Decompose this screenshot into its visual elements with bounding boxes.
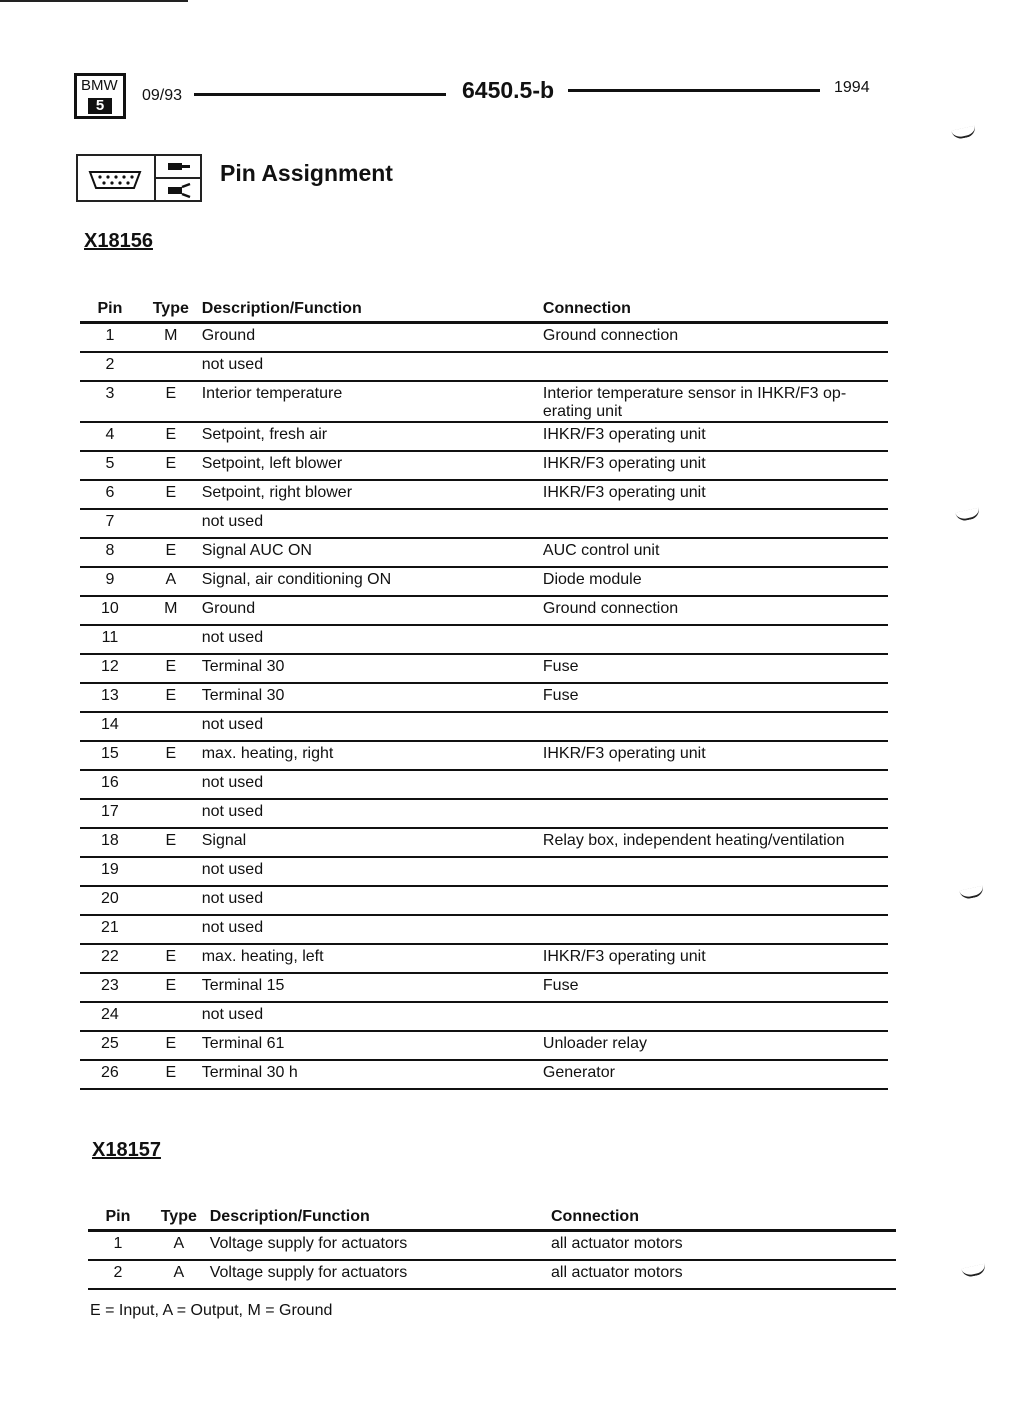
type-cell xyxy=(140,1002,202,1031)
connector-id-x18156: X18156 xyxy=(84,230,153,252)
document-header xyxy=(74,73,884,125)
table-row xyxy=(80,741,888,770)
connection-cell: Fuse xyxy=(542,686,579,704)
connection-cell: Relay box, independent heating/ventilation xyxy=(542,831,845,849)
description-cell: Interior temperature xyxy=(201,384,343,402)
type-cell xyxy=(140,799,202,828)
connector-plug-icon xyxy=(78,156,156,200)
connection-cell xyxy=(543,509,888,538)
description-cell: Setpoint, right blower xyxy=(201,483,353,501)
pin-cell: 2 xyxy=(105,355,115,373)
description-cell: not used xyxy=(201,715,264,733)
description-cell: Voltage supply for actuators xyxy=(209,1235,408,1252)
type-cell: A xyxy=(173,1235,185,1252)
description-cell: not used xyxy=(201,773,264,791)
table-row xyxy=(80,352,888,381)
description-cell: Signal, air conditioning ON xyxy=(201,570,392,588)
type-cell: E xyxy=(165,657,177,675)
type-cell xyxy=(140,886,202,915)
column-header-type: Type xyxy=(160,1208,197,1225)
pin-cell: 15 xyxy=(101,744,119,762)
table-row xyxy=(80,422,888,451)
table-row xyxy=(80,1060,888,1089)
pin-cell: 13 xyxy=(101,686,119,704)
type-cell: E xyxy=(165,1034,177,1052)
connector-symbol-icon xyxy=(76,154,202,202)
logo-series: 5 xyxy=(88,98,112,114)
logo-text: BMW xyxy=(81,77,118,94)
description-cell: Ground xyxy=(201,327,256,344)
connection-cell: Ground connection xyxy=(542,599,679,617)
pin-cell: 23 xyxy=(101,976,119,994)
type-cell: M xyxy=(164,599,178,617)
connection-cell xyxy=(543,915,888,944)
description-cell: max. heating, left xyxy=(201,947,324,965)
description-cell: not used xyxy=(201,860,264,878)
pin-cell: 17 xyxy=(101,802,119,820)
pin-cell: 9 xyxy=(105,570,115,588)
bmw-logo xyxy=(74,73,126,119)
column-header-connection: Connection xyxy=(550,1208,639,1225)
description-cell: Terminal 30 h xyxy=(201,1063,298,1081)
table-row xyxy=(80,857,888,886)
pin-cell: 11 xyxy=(101,628,119,646)
column-header-connection: Connection xyxy=(542,300,631,317)
table-row xyxy=(80,683,888,712)
pin-cell: 26 xyxy=(101,1063,119,1081)
connection-cell xyxy=(543,886,888,915)
description-cell: Terminal 30 xyxy=(201,657,285,675)
connection-cell: Unloader relay xyxy=(542,1034,647,1052)
binder-mark xyxy=(959,886,985,901)
pin-cell: 19 xyxy=(101,860,119,878)
pin-table-x18157 xyxy=(88,1198,896,1290)
table-row xyxy=(80,567,888,596)
description-cell: Terminal 15 xyxy=(201,976,285,994)
connection-cell: Ground connection xyxy=(542,327,679,344)
description-cell: max. heating, right xyxy=(201,744,334,762)
type-cell xyxy=(140,509,202,538)
table-header-row xyxy=(80,290,888,323)
table-body xyxy=(80,323,888,1089)
type-cell: E xyxy=(165,483,177,501)
table-row xyxy=(80,799,888,828)
pin-cell: 10 xyxy=(101,599,119,617)
description-cell: not used xyxy=(201,355,264,373)
pin-cell: 21 xyxy=(101,918,119,936)
type-cell: E xyxy=(165,384,177,402)
connection-cell: all actuator motors xyxy=(550,1235,683,1252)
connection-cell: IHKR/F3 operating unit xyxy=(542,947,706,965)
pin-cell: 14 xyxy=(101,715,119,733)
pin-cell: 16 xyxy=(101,773,119,791)
type-cell: E xyxy=(165,744,177,762)
table-row xyxy=(80,915,888,944)
description-cell: Signal AUC ON xyxy=(201,541,312,559)
description-cell: not used xyxy=(201,889,264,907)
type-cell: E xyxy=(165,976,177,994)
column-header-description: Description/Function xyxy=(209,1208,370,1225)
connection-cell: IHKR/F3 operating unit xyxy=(542,425,706,443)
description-cell: not used xyxy=(201,918,264,936)
type-cell xyxy=(140,915,202,944)
connection-cell: IHKR/F3 operating unit xyxy=(542,483,706,501)
type-cell: E xyxy=(165,541,177,559)
connection-cell: all actuator motors xyxy=(550,1263,683,1281)
table-row xyxy=(80,973,888,1002)
pin-cell: 1 xyxy=(105,327,115,344)
type-cell: E xyxy=(165,947,177,965)
table-row xyxy=(80,451,888,480)
table-row xyxy=(80,1031,888,1060)
table-row xyxy=(80,944,888,973)
header-rule-left xyxy=(194,93,446,96)
table-row xyxy=(80,886,888,915)
table-row xyxy=(80,1002,888,1031)
connection-cell xyxy=(543,799,888,828)
table-row xyxy=(80,712,888,741)
connection-cell xyxy=(543,770,888,799)
type-cell: A xyxy=(173,1263,185,1281)
pin-cell: 2 xyxy=(113,1263,123,1281)
pin-cell: 4 xyxy=(105,425,115,443)
description-cell: not used xyxy=(201,628,264,646)
connection-cell: Diode module xyxy=(542,570,642,588)
connection-cell xyxy=(543,857,888,886)
connection-cell xyxy=(543,352,888,381)
connection-cell: IHKR/F3 operating unit xyxy=(542,744,706,762)
table-row xyxy=(80,480,888,509)
table-row xyxy=(80,538,888,567)
column-header-description: Description/Function xyxy=(201,300,362,317)
description-cell: Terminal 61 xyxy=(201,1034,285,1052)
document-number: 6450.5-b xyxy=(462,77,555,103)
table-row xyxy=(88,1260,896,1289)
pin-cell: 20 xyxy=(101,889,119,907)
pin-cell: 1 xyxy=(113,1235,123,1252)
connection-cell: Fuse xyxy=(542,657,579,675)
type-cell: E xyxy=(165,831,177,849)
pin-cell: 24 xyxy=(101,1005,119,1023)
table-row xyxy=(80,509,888,538)
pin-cell: 7 xyxy=(105,512,115,530)
pin-cell: 8 xyxy=(105,541,115,559)
pin-cell: 18 xyxy=(101,831,119,849)
description-cell: Ground xyxy=(201,599,256,617)
type-cell xyxy=(140,712,202,741)
connection-cell: AUC control unit xyxy=(542,541,660,559)
description-cell: Setpoint, left blower xyxy=(201,454,343,472)
description-cell: Signal xyxy=(201,831,247,849)
connection-cell xyxy=(543,712,888,741)
type-cell xyxy=(140,770,202,799)
connection-cell: Interior temperature sensor in IHKR/F3 op-erating unit xyxy=(542,384,847,420)
connection-cell xyxy=(543,1002,888,1031)
connector-id-x18157: X18157 xyxy=(92,1139,161,1161)
type-cell xyxy=(140,352,202,381)
description-cell: Terminal 30 xyxy=(201,686,285,704)
table-row xyxy=(80,596,888,625)
pin-male-icon xyxy=(156,156,200,179)
description-cell: not used xyxy=(201,512,264,530)
pin-cell: 6 xyxy=(105,483,115,501)
type-cell: E xyxy=(165,454,177,472)
table-body xyxy=(88,1231,896,1289)
pin-cell: 5 xyxy=(105,454,115,472)
table-row xyxy=(80,770,888,799)
table-row xyxy=(88,1231,896,1260)
table-row xyxy=(80,654,888,683)
header-year: 1994 xyxy=(834,79,870,96)
description-cell: Setpoint, fresh air xyxy=(201,425,328,443)
type-legend: E = Input, A = Output, M = Ground xyxy=(90,1302,333,1319)
pin-cell: 12 xyxy=(101,657,119,675)
table-row xyxy=(80,828,888,857)
description-cell: not used xyxy=(201,1005,264,1023)
pin-cell: 25 xyxy=(101,1034,119,1052)
description-cell: Voltage supply for actuators xyxy=(209,1263,408,1281)
pin-table-x18156 xyxy=(80,290,888,1090)
column-header-pin: Pin xyxy=(97,300,123,317)
table-row xyxy=(80,625,888,654)
header-rule-right xyxy=(568,89,820,92)
pin-cell: 3 xyxy=(105,384,115,402)
type-cell: M xyxy=(164,327,178,344)
column-header-pin: Pin xyxy=(105,1208,131,1225)
connection-cell xyxy=(543,625,888,654)
pin-female-icon xyxy=(156,179,200,200)
binder-mark xyxy=(955,508,981,523)
scan-edge-line xyxy=(0,0,188,2)
type-cell: E xyxy=(165,686,177,704)
type-cell: A xyxy=(165,570,177,588)
binder-mark xyxy=(961,1264,987,1279)
table-row xyxy=(80,323,888,352)
binder-mark xyxy=(951,126,977,141)
page-title: Pin Assignment xyxy=(220,160,393,186)
connection-cell: Generator xyxy=(542,1063,615,1081)
type-cell: E xyxy=(165,425,177,443)
connection-cell: Fuse xyxy=(542,976,579,994)
type-cell xyxy=(140,857,202,886)
type-cell xyxy=(140,625,202,654)
pin-cell: 22 xyxy=(101,947,119,965)
table-header-row xyxy=(88,1198,896,1231)
column-header-type: Type xyxy=(152,300,189,317)
connection-cell: IHKR/F3 operating unit xyxy=(542,454,706,472)
description-cell: not used xyxy=(201,802,264,820)
header-date: 09/93 xyxy=(142,87,183,104)
type-cell: E xyxy=(165,1063,177,1081)
table-row xyxy=(80,381,888,422)
